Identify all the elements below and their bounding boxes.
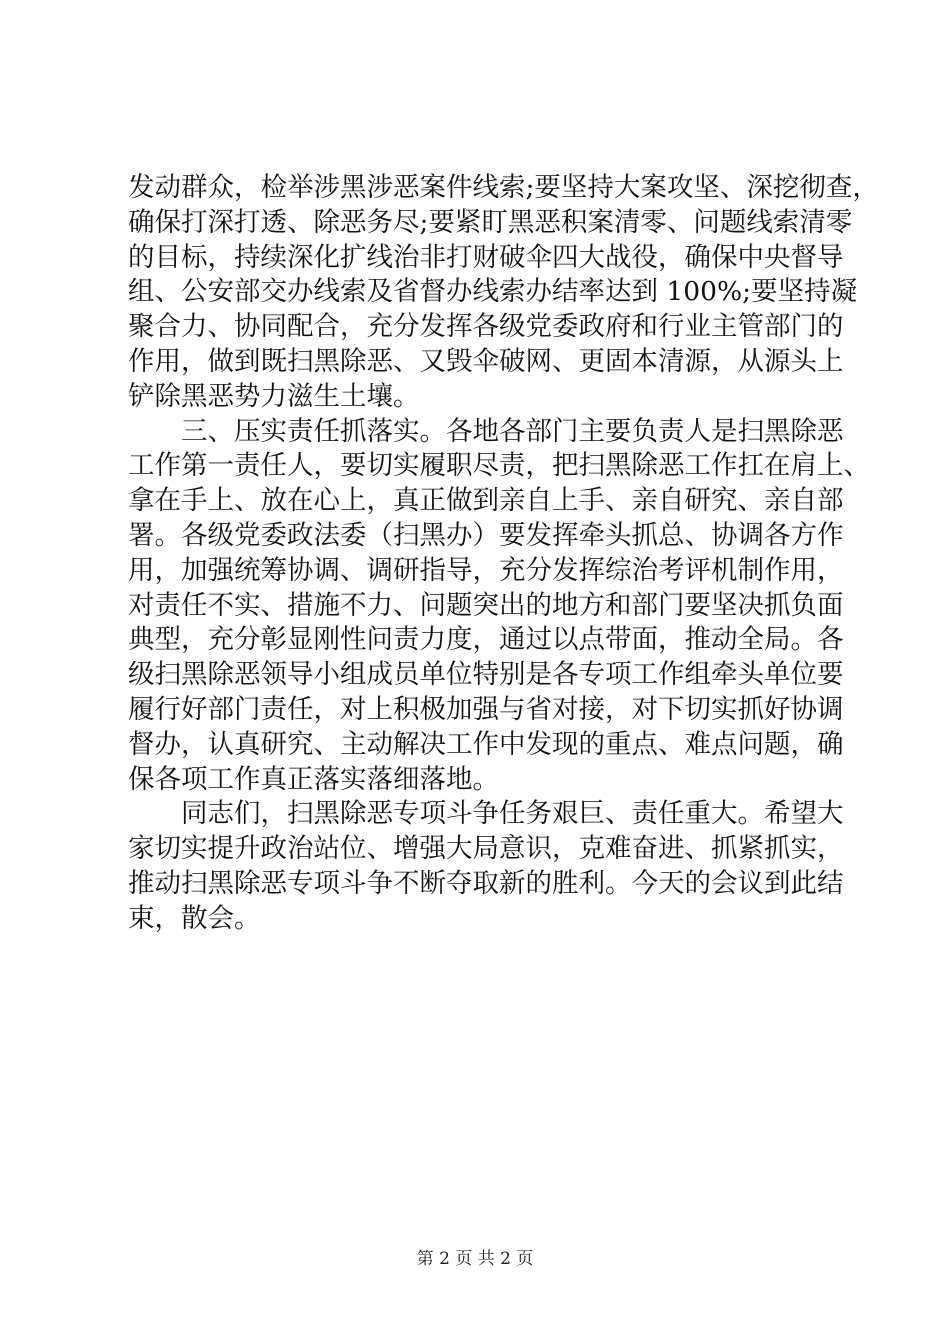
text-line: 发动群众，检举涉黑涉恶案件线索;要坚持大案攻坚、深挖彻查，: [128, 172, 879, 203]
text-line: 三、压实责任抓落实。各地各部门主要负责人是扫黑除恶: [128, 415, 844, 447]
text-line: 对责任不实、措施不力、问题突出的地方和部门要坚决抓负面: [128, 589, 844, 621]
text-line: 履行好部门责任，对上积极加强与省对接，对下切实抓好协调: [128, 693, 844, 725]
text-line: 典型，充分彰显刚性问责力度，通过以点带面，推动全局。各: [128, 624, 844, 656]
text-line: 聚合力、协同配合，充分发挥各级党委政府和行业主管部门的: [128, 311, 844, 343]
page-number-label: 第 2 页 共 2 页: [416, 1249, 534, 1269]
text-line: 铲除黑恶势力滋生土壤。: [128, 380, 420, 412]
text-line: 的目标，持续深化扩线治非打财破伞四大战役，确保中央督导: [128, 241, 844, 273]
text-line: 工作第一责任人，要切实履职尽责，把扫黑除恶工作扛在肩上、: [128, 450, 870, 482]
text-line: 作用，做到既扫黑除恶、又毁伞破网、更固本清源，从源头上: [128, 345, 844, 377]
text-line: 确保打深打透、除恶务尽;要紧盯黑恶积案清零、问题线索清零: [128, 206, 853, 238]
text-line: 家切实提升政治站位、增强大局意识，克难奋进、抓紧抓实，: [128, 833, 844, 865]
text-line: 级扫黑除恶领导小组成员单位特别是各专项工作组牵头单位要: [128, 659, 844, 691]
text-line: 署。各级党委政法委（扫黑办）要发挥牵头抓总、协调各方作: [128, 519, 844, 551]
text-line: 用，加强统筹协调、调研指导，充分发挥综治考评机制作用，: [128, 554, 844, 586]
text-line: 组、公安部交办线索及省督办线索办结率达到 100%;要坚持凝: [128, 276, 858, 308]
body-text: [128, 171, 879, 937]
text-line: 督办，认真研究、主动解决工作中发现的重点、难点问题，确: [128, 728, 844, 760]
text-line: 拿在手上、放在心上，真正做到亲自上手、亲自研究、亲自部: [128, 485, 844, 517]
page-footer: [0, 1244, 950, 1269]
text-line: 保各项工作真正落实落细落地。: [128, 763, 499, 795]
text-line: 束，散会。: [128, 902, 261, 934]
text-line: 推动扫黑除恶专项斗争不断夺取新的胜利。今天的会议到此结: [128, 867, 844, 899]
text-line: 同志们，扫黑除恶专项斗争任务艰巨、责任重大。希望大: [128, 798, 844, 830]
